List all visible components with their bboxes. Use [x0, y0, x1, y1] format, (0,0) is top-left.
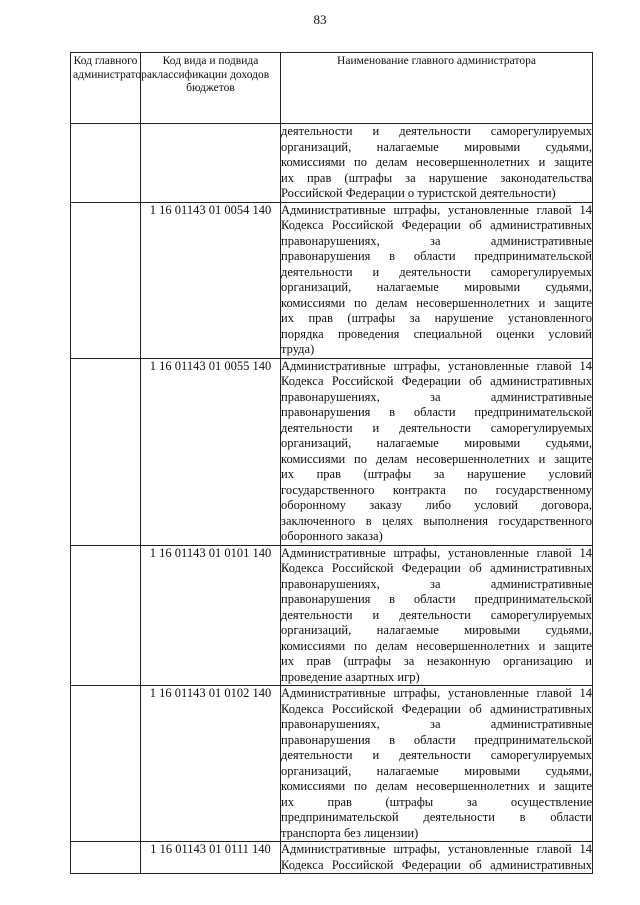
- description-line: правонарушения в области предпринимательской: [281, 249, 592, 263]
- admin-code-cell: [71, 124, 141, 203]
- description-line: правонарушения в области предпринимательской: [281, 732, 592, 747]
- admin-code-cell: [71, 202, 141, 358]
- description-line: комиссиями по делам несовершеннолетних и защите: [281, 451, 592, 466]
- description-line: комиссиями по делам несовершеннолетних и защите: [281, 155, 592, 169]
- description-line: организаций, налагаемые мировыми судьями,: [281, 280, 592, 294]
- description-line: правонарушения в области предпринимательской: [281, 405, 592, 419]
- description-line: деятельности и деятельности саморегулируемых: [281, 124, 592, 138]
- description-line: Административные штрафы, установленные главой 14: [281, 545, 592, 560]
- header-admin-code: Код главного администратора: [71, 53, 141, 124]
- description-line: оборонному заказу либо условий договора,: [281, 498, 592, 512]
- description-line: труда): [281, 342, 315, 356]
- admin-code-cell: [71, 842, 141, 874]
- description-line: Кодекса Российской Федерации об административных: [281, 374, 592, 388]
- description-line: организаций, налагаемые мировыми судьями,: [281, 139, 592, 154]
- description-line: Кодекса Российской Федерации об административных: [281, 701, 592, 716]
- description-line: Российской Федерации о туристской деятельности): [281, 186, 556, 200]
- description-line: комиссиями по делам несовершеннолетних и защите: [281, 295, 592, 310]
- header-admin-name: Наименование главного администратора: [281, 53, 593, 124]
- description-line: Кодекса Российской Федерации об административных: [281, 218, 592, 232]
- description-line: Административные штрафы, установленные главой 14: [281, 842, 592, 856]
- table-row: [71, 202, 593, 358]
- admin-name-cell: [281, 686, 593, 842]
- table-row: [71, 124, 593, 203]
- description-line: их прав (штрафы за нарушение условий: [281, 467, 592, 481]
- income-code-cell: [141, 124, 281, 203]
- income-code-cell: 1 16 01143 01 0055 140: [141, 358, 281, 545]
- description-line: их прав (штрафы за незаконную организацию и: [281, 654, 592, 668]
- admin-code-cell: [71, 545, 141, 686]
- description-line: предпринимательской деятельности в области: [281, 810, 592, 824]
- income-code-cell: 1 16 01143 01 0102 140: [141, 686, 281, 842]
- admin-name-cell: [281, 545, 593, 686]
- description-line: комиссиями по делам несовершеннолетних и защите: [281, 779, 592, 793]
- description-line: оборонного заказа): [281, 529, 383, 543]
- description-line: Административные штрафы, установленные главой 14: [281, 202, 592, 217]
- admin-name-cell: [281, 202, 593, 358]
- admin-code-cell: [71, 358, 141, 545]
- table-row: [71, 686, 593, 842]
- page-number: 83: [313, 12, 327, 27]
- description-line: порядка проведения специальной оценки условий: [281, 326, 592, 341]
- income-code-cell: 1 16 01143 01 0101 140: [141, 545, 281, 686]
- description-line: правонарушения в области предпринимательской: [281, 592, 592, 606]
- description-line: правонарушениях, за административные: [281, 389, 592, 404]
- income-code-cell: 1 16 01143 01 0054 140: [141, 202, 281, 358]
- description-line: деятельности и деятельности саморегулируемых: [281, 420, 592, 435]
- description-line: их прав (штрафы за осуществление: [281, 794, 592, 809]
- description-line: транспорта без лицензии): [281, 825, 419, 840]
- description-line: деятельности и деятельности саморегулируемых: [281, 748, 592, 762]
- description-line: деятельности и деятельности саморегулируемых: [281, 264, 592, 279]
- description-line: Кодекса Российской Федерации об административных: [281, 561, 592, 575]
- description-line: Административные штрафы, установленные главой 14: [281, 686, 592, 700]
- description-line: Кодекса Российской Федерации об административных: [281, 857, 592, 872]
- description-line: заключенного в целях выполнения государственного: [281, 513, 592, 528]
- table-row: [71, 842, 593, 874]
- description-line: организаций, налагаемые мировыми судьями,: [281, 763, 592, 778]
- description-line: их прав (штрафы за нарушение законодательства: [281, 170, 592, 185]
- admin-name-cell: [281, 358, 593, 545]
- table-row: [71, 545, 593, 686]
- table-body: [71, 124, 593, 874]
- table-row: [71, 358, 593, 545]
- admin-code-cell: [71, 686, 141, 842]
- description-line: правонарушениях, за административные: [281, 717, 592, 731]
- income-code-cell: 1 16 01143 01 0111 140: [141, 842, 281, 874]
- description-line: Административные штрафы, установленные главой 14: [281, 358, 592, 373]
- table-header-row: [71, 53, 593, 124]
- admin-name-cell: [281, 842, 593, 874]
- description-line: правонарушениях, за административные: [281, 576, 592, 591]
- description-line: деятельности и деятельности саморегулируемых: [281, 607, 592, 622]
- description-line: правонарушениях, за административные: [281, 233, 592, 248]
- description-line: организаций, налагаемые мировыми судьями,: [281, 436, 592, 450]
- description-line: их прав (штрафы за нарушение установленного: [281, 311, 592, 325]
- admin-name-cell: [281, 124, 593, 203]
- description-line: государственного контракта по государственному: [281, 482, 592, 497]
- budget-income-table: [70, 52, 593, 874]
- description-line: проведение азартных игр): [281, 669, 420, 684]
- description-line: организаций, налагаемые мировыми судьями,: [281, 623, 592, 637]
- header-income-code: Код вида и подвида классификации доходов бюджетов: [141, 53, 281, 124]
- description-line: комиссиями по делам несовершеннолетних и защите: [281, 638, 592, 653]
